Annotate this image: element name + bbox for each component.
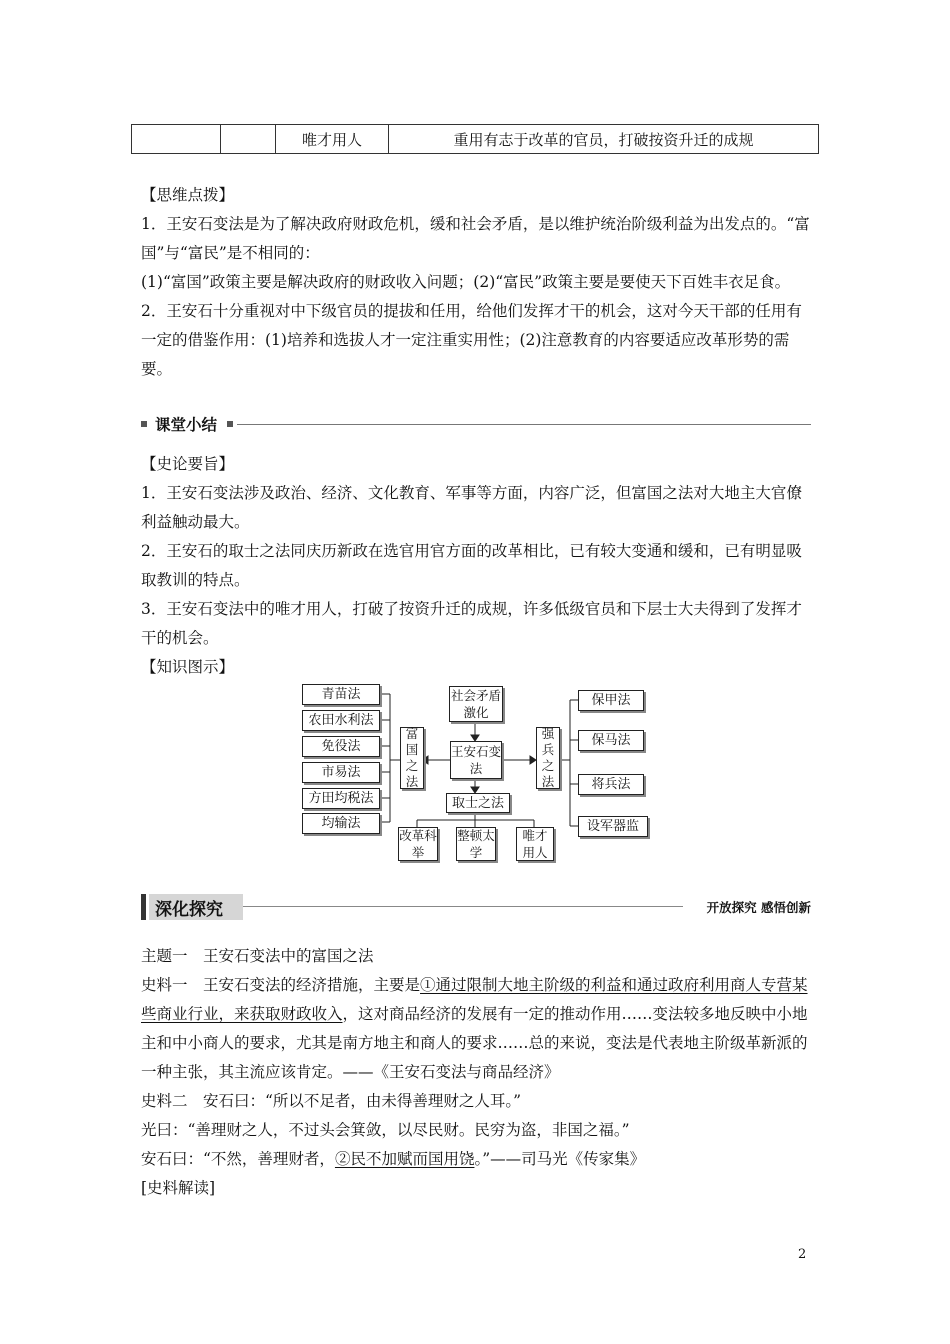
diagram-cause-box: 社会矛盾激化	[450, 688, 501, 720]
diagram-group-box: 取士之法	[446, 793, 510, 813]
diagram-group-box: 强兵之法	[536, 727, 560, 789]
section-heading: 【史论要旨】	[141, 455, 235, 473]
table-cell: 重用有志于改革的官员，打破按资升迁的成规	[389, 125, 819, 154]
paragraph: (1)“富国”政策主要是解决政府的财政收入问题；(2)“富民”政策主要是要使天下百姓丰衣足食。	[141, 273, 791, 291]
explore-section-header	[141, 892, 811, 922]
table-cell: 唯才用人	[276, 125, 389, 154]
table-cell	[221, 125, 276, 154]
diagram-group-box: 富国之法	[400, 727, 424, 789]
diagram-box: 将兵法	[578, 774, 644, 795]
paragraph: 1．王安石变法涉及政治、经济、文化教育、军事等方面，内容广泛，但富国之法对大地主大官僚利益触动最大。	[141, 484, 802, 531]
diagram-box: 唯才用人	[516, 827, 554, 861]
explore-content	[141, 942, 811, 1203]
history-section	[141, 450, 811, 682]
diagram-box: 青苗法	[302, 684, 380, 705]
paragraph	[141, 1145, 811, 1174]
text-run: ，这对商品经济的发展有一定的推动作用……变法较多地反映中小地主和中小商人的要求，尤其是南方地主和商人的要求……总的来说，变法是代表地主阶级革新派的一种主张，其主流应该肯定。——《王安石变法与商品经济》	[141, 1005, 808, 1081]
page-number: 2	[798, 1247, 807, 1262]
text-run: 安石曰：“不然，善理财者，	[141, 1150, 335, 1168]
paragraph: 3．王安石变法中的唯才用人，打破了按资升迁的成规，许多低级官员和下层士大夫得到了发挥才干的机会。	[141, 600, 802, 647]
table-row	[132, 125, 819, 154]
diagram-box: 方田均税法	[302, 788, 380, 809]
knowledge-diagram	[290, 680, 670, 870]
diagram-box: 保甲法	[578, 690, 644, 711]
paragraph: 1．王安石变法是为了解决政府财政危机，缓和社会矛盾，是以维护统治阶级利益为出发点的。“富国”与“富民”是不相同的：	[141, 215, 810, 262]
diagram-box: 均输法	[302, 813, 380, 834]
paragraph: 光曰：“善理财之人，不过头会箕敛，以尽民财。民穷为盗，非国之福。”	[141, 1121, 630, 1139]
diagram-box: 市易法	[302, 762, 380, 783]
reform-table-fragment	[131, 124, 819, 154]
header-accent-bar	[141, 894, 146, 920]
summary-section-header	[141, 413, 811, 437]
diagram-center-box: 王安石变法	[450, 741, 502, 779]
underlined-text: ②民不加赋而国用饶	[334, 1150, 475, 1168]
source-two: 史料二 安石曰：“所以不足者，由未得善理财之人耳。”	[141, 1092, 522, 1110]
thinking-section	[141, 181, 811, 384]
paragraph: 2．王安石的取士之法同庆历新政在选官用官方面的改革相比，已有较大变通和缓和，已有明显吸取教训的特点。	[141, 542, 802, 589]
divider	[237, 424, 811, 425]
section-title: 课堂小结	[155, 416, 218, 434]
diagram-box: 设军器监	[578, 816, 648, 837]
section-heading: 【思维点拨】	[141, 186, 235, 204]
source-one	[141, 971, 811, 1087]
text-run: 史料一 王安石变法的经济措施，主要是	[141, 976, 421, 994]
topic-heading: 主题一 王安石变法中的富国之法	[141, 947, 374, 965]
underlined-text: ①通过限制大地主阶级的利益和通过政府利用商人专营某些商业行业，来获取财政收入	[141, 976, 808, 1023]
subheading: [史料解读]	[141, 1179, 216, 1197]
diagram-box: 整顿太学	[457, 828, 495, 860]
diagram-box: 农田水利法	[302, 710, 380, 731]
diagram-box: 保马法	[578, 730, 644, 751]
paragraph: 2．王安石十分重视对中下级官员的提拔和任用，给他们发挥才干的机会，这对今天干部的任用有一定的借鉴作用：(1)培养和选拔人才一定注重实用性；(2)注意教育的内容要适应改革形势的需要。	[141, 302, 802, 378]
table-cell	[132, 125, 221, 154]
section-heading: 【知识图示】	[141, 658, 235, 676]
diagram-box: 免役法	[302, 736, 380, 757]
section-subtitle: 开放探究 感悟创新	[706, 900, 811, 915]
section-title: 深化探究	[155, 900, 223, 920]
divider	[243, 906, 683, 907]
square-bullet-icon	[227, 421, 233, 427]
text-run: 。”——司马光《传家集》	[474, 1150, 646, 1168]
square-bullet-icon	[141, 421, 147, 427]
diagram-box: 改革科举	[399, 828, 437, 860]
